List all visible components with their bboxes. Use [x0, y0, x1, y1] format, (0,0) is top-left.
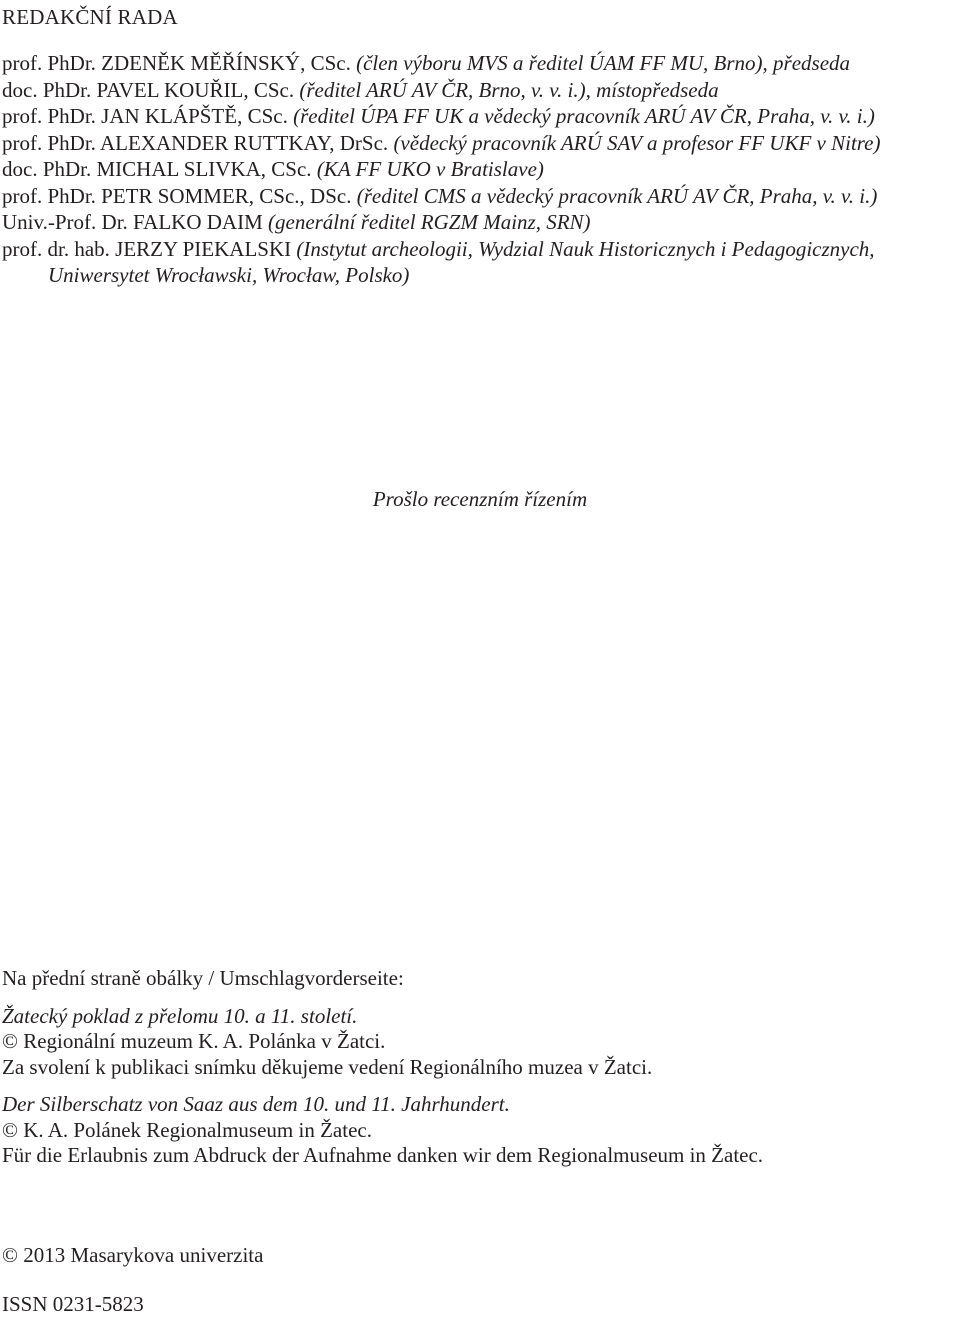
member-name: prof. dr. hab. JERZY PIEKALSKI [2, 236, 292, 261]
board-member [2, 209, 958, 236]
copyright-line: © 2013 Masarykova univerzita [2, 1243, 264, 1267]
board-member [2, 103, 958, 130]
cover-thanks-de: Für die Erlaubnis zum Abdruck der Aufnahme danken wir dem Regionalmuseum in Žatec. [2, 1143, 764, 1167]
member-name: doc. PhDr. PAVEL KOUŘIL, CSc. [2, 77, 295, 102]
board-member [2, 130, 958, 157]
member-role: (ředitel CMS a vědecký pracovník ARÚ AV ČR, Praha, v. v. i.) [351, 183, 878, 208]
cover-credits [2, 966, 958, 1169]
member-role: (Instytut archeologii, Wydzial Nauk Historicznych i Pedagogicznych, Uniwersytet Wrocławski, Wrocław, Polsko) [48, 236, 875, 287]
member-role: (člen výboru MVS a ředitel ÚAM FF MU, Brno), předseda [350, 51, 851, 75]
member-name: prof. PhDr. ZDENĚK MĚŘÍNSKÝ, CSc. [2, 51, 351, 75]
editorial-board-heading: REDAKČNÍ RADA [2, 5, 178, 29]
member-name: prof. PhDr. JAN KLÁPŠTĚ, CSc. [2, 104, 288, 128]
member-name: Univ.-Prof. Dr. FALKO DAIM [2, 210, 263, 234]
member-name: prof. PhDr. ALEXANDER RUTTKAY, DrSc. [2, 130, 389, 155]
cover-credit-de: © K. A. Polánek Regionalmuseum in Žatec. [2, 1117, 372, 1142]
member-role: (ředitel ÚPA FF UK a vědecký pracovník ARÚ AV ČR, Praha, v. v. i.) [287, 104, 875, 128]
cover-credit-cz: © Regionální muzeum K. A. Polánka v Žatci. [2, 1029, 386, 1053]
member-name: doc. PhDr. MICHAL SLIVKA, CSc. [2, 157, 312, 181]
member-role: (ředitel ARÚ AV ČR, Brno, v. v. i.), místopředseda [294, 77, 719, 102]
board-member [2, 236, 958, 289]
member-role: (KA FF UKO v Bratislave) [311, 157, 544, 181]
issn-line: ISSN 0231-5823 [2, 1292, 144, 1316]
board-member [2, 156, 958, 183]
member-role: (generální ředitel RGZM Mainz, SRN) [262, 210, 591, 234]
board-member [2, 183, 958, 210]
cover-thanks-cz: Za svolení k publikaci snímku děkujeme vedení Regionálního muzea v Žatci. [2, 1054, 653, 1079]
member-name: prof. PhDr. PETR SOMMER, CSc., DSc. [2, 183, 352, 208]
cover-title-de: Der Silberschatz von Saaz aus dem 10. und 11. Jahrhundert. [2, 1092, 510, 1116]
board-member [2, 50, 958, 77]
member-role: (vědecký pracovník ARÚ SAV a profesor FF UKF v Nitre) [388, 130, 881, 155]
editorial-board-list [2, 50, 958, 289]
review-note: Prošlo recenzním řízením [372, 487, 588, 511]
cover-label: Na přední straně obálky / Umschlagvorderseite: [2, 966, 404, 990]
board-member [2, 77, 958, 104]
cover-title-cz: Žatecký poklad z přelomu 10. a 11. století. [2, 1003, 358, 1028]
